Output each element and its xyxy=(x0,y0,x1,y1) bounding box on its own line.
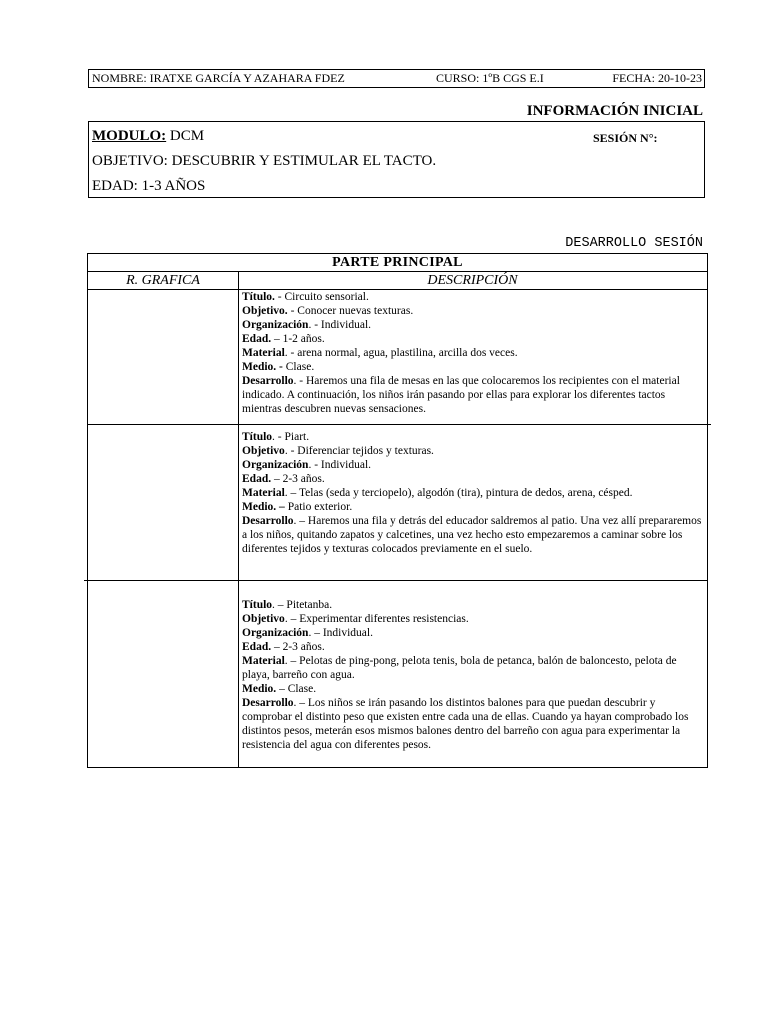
row-divider xyxy=(88,424,711,425)
modulo-label: MODULO: xyxy=(92,128,167,144)
info-title: INFORMACIÓN INICIAL xyxy=(526,103,703,119)
desarrollo-title: DESARROLLO SESIÓN xyxy=(565,236,703,251)
column-divider xyxy=(238,271,239,767)
edad-line: EDAD: 1-3 AÑOS xyxy=(92,178,206,194)
row-divider xyxy=(84,580,707,581)
activity-1: Título. - Circuito sensorial. Objetivo. - Conocer nuevas texturas. Organización. - Individual. Edad. – 1-2 años. Material. - arena normal, agua, plastilina, arcilla dos veces. Medio. - Clase. Desarrollo. - Haremos una fila de mesas en las que colocaremos los recipientes con el material indicado. A continuación, los niños irán pasando por ellas para explorar los diferentes tactos mientras descubren nuevas sensaciones. xyxy=(242,291,680,415)
objetivo-line: OBJETIVO: DESCUBRIR Y ESTIMULAR EL TACTO. xyxy=(92,153,437,169)
info-box xyxy=(88,121,705,198)
curso-text: CURSO: 1ºB CGS E.I xyxy=(436,71,544,85)
nombre-text: NOMBRE: IRATXE GARCÍA Y AZAHARA FDEZ xyxy=(92,71,345,85)
col-descripcion-header: DESCRIPCIÓN xyxy=(427,273,518,288)
activity-3: Título. – Pitetanba. Objetivo. – Experimentar diferentes resistencias. Organización. – Individual. Edad. – 2-3 años. Material. – Pelotas de ping-pong, pelota tenis, bola de petanca, balón de baloncesto, pelota de playa, barreño con agua. Medio. – Clase. Desarrollo. – Los niños se irán pasando los distintos balones para que puedan descubrir y comprobar el distinto peso que existen entre cada una de ellas. Cuando ya hayan comprobado los distintos pesos, meterán esos mismos balones dentro del barreño con agua para experimentar la resistencia del agua con diferentes pesos. xyxy=(242,599,689,751)
parte-principal-table xyxy=(87,253,708,768)
activity-2: Título. - Piart. Objetivo. - Diferenciar tejidos y texturas. Organización. - Individual. Edad. – 2-3 años. Material. – Telas (seda y terciopelo), algodón (tira), pintura de dedos, arena, césped. Medio. – Patio exterior. Desarrollo. – Haremos una fila y detrás del educador saldremos al patio. Una vez allí prepararemos a los niños, quitando zapatos y calcetines, una vez hecho esto empezaremos a caminar sobre los diferentes tejidos y texturas colocados previamente en el suelo. xyxy=(242,431,702,555)
header-box xyxy=(88,69,705,88)
fecha-text: FECHA: 20-10-23 xyxy=(612,71,702,85)
sesion-label: SESIÓN N°: xyxy=(593,131,658,145)
modulo-value: DCM xyxy=(166,128,205,144)
parte-principal-title: PARTE PRINCIPAL xyxy=(332,255,463,270)
col-grafica-header: R. GRAFICA xyxy=(126,273,200,288)
modulo-line xyxy=(92,128,204,145)
